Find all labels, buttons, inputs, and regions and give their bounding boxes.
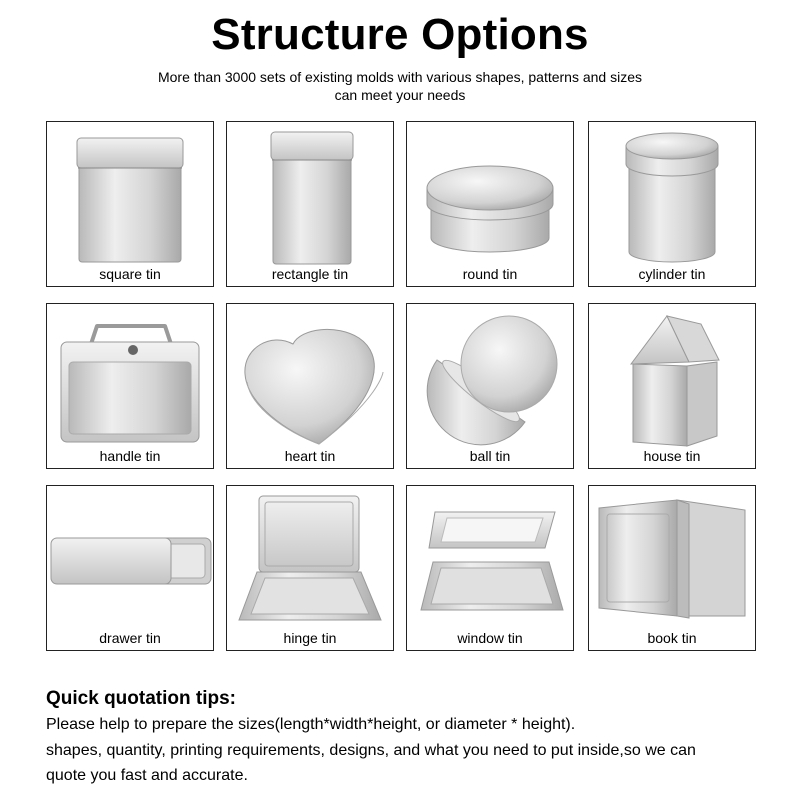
tin-card-round[interactable]: [406, 121, 574, 287]
tin-label: cylinder tin: [638, 266, 706, 282]
tin-label: round tin: [462, 266, 518, 282]
tin-card-handle[interactable]: [46, 303, 214, 469]
tin-label: rectangle tin: [271, 266, 349, 282]
tin-card-drawer[interactable]: [46, 485, 214, 651]
tin-label: book tin: [647, 630, 697, 646]
tin-label: heart tin: [284, 448, 336, 464]
tin-card-hinge[interactable]: [226, 485, 394, 651]
window-tin-image: [407, 486, 573, 650]
house-tin-image: [589, 304, 755, 468]
tips-line-1: Please help to prepare the sizes(length*width*height, or diameter * height).: [46, 716, 576, 733]
tips-line-3: quote you fast and accurate.: [46, 767, 248, 784]
heart-tin-image: [227, 304, 393, 468]
hinge-tin-image: [227, 486, 393, 650]
tin-card-heart[interactable]: [226, 303, 394, 469]
tin-label: window tin: [457, 630, 523, 646]
tin-card-square[interactable]: [46, 121, 214, 287]
round-tin-image: [407, 122, 573, 286]
tin-card-rectangle[interactable]: [226, 121, 394, 287]
tin-card-window[interactable]: [406, 485, 574, 651]
square-tin-image: [47, 122, 213, 286]
tips-line-2: shapes, quantity, printing requirements, designs, and what you need to put inside,so we can: [46, 742, 696, 759]
rectangle-tin-image: [227, 122, 393, 286]
subtitle-line-2: can meet your needs: [334, 87, 466, 103]
cylinder-tin-image: [589, 122, 755, 286]
tips-title: Quick quotation tips:: [46, 688, 236, 709]
ball-tin-image: [407, 304, 573, 468]
tin-label: house tin: [643, 448, 701, 464]
tin-label: handle tin: [99, 448, 161, 464]
page-title: Structure Options: [211, 10, 589, 59]
handle-tin-image: [47, 304, 213, 468]
book-tin-image: [589, 486, 755, 650]
tin-card-ball[interactable]: [406, 303, 574, 469]
tin-card-cylinder[interactable]: [588, 121, 756, 287]
tin-label: ball tin: [469, 448, 511, 464]
tin-card-book[interactable]: [588, 485, 756, 651]
subtitle-line-1: More than 3000 sets of existing molds with various shapes, patterns and sizes: [157, 69, 643, 85]
drawer-tin-image: [47, 486, 213, 650]
tin-label: square tin: [99, 266, 161, 282]
tin-label: hinge tin: [283, 630, 337, 646]
tin-card-house[interactable]: [588, 303, 756, 469]
tin-label: drawer tin: [99, 630, 161, 646]
